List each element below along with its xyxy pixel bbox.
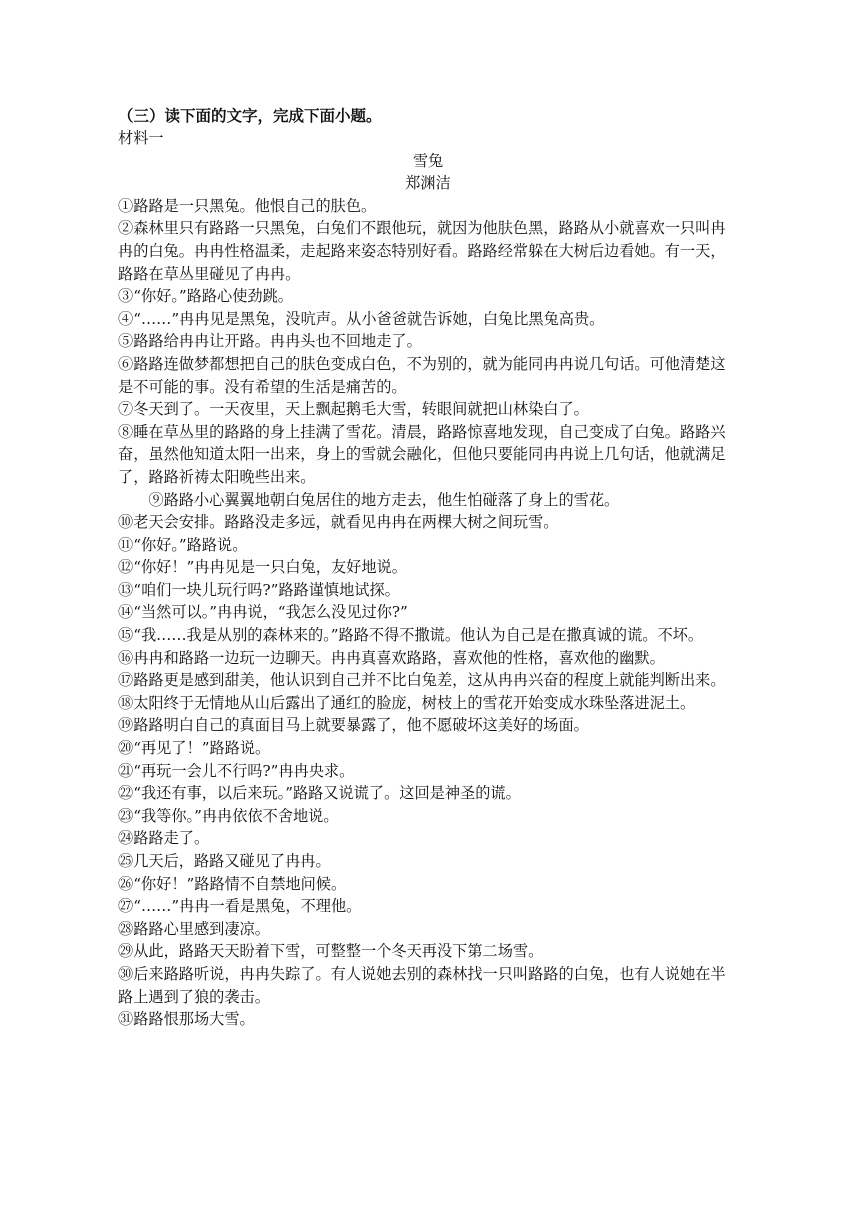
paragraph: ㉒“我还有事，以后来玩。”路路又说谎了。这回是神圣的谎。 bbox=[118, 784, 521, 803]
paragraph: ㉕几天后，路路又碰见了冉冉。 bbox=[118, 852, 331, 870]
paragraph: ⑥路路连做梦都想把自己的肤色变成白色，不为别的，就为能同冉冉说几句话。可他清楚这是不可能的事。没有希望的生活是痛苦的。 bbox=[118, 354, 726, 396]
paragraph: ⑧睡在草丛里的路路的身上挂满了雪花。清晨，路路惊喜地发现，自己变成了白兔。路路兴奋，虽然他知道太阳一出来，身上的雪就会融化，但他只要能同冉冉说上几句话，他就满足了，路路祈祷太阳晚些出来。 bbox=[118, 422, 726, 486]
paragraph: ⑰路路更是感到甜美，他认识到自己并不比白兔差，这从冉冉兴奋的程度上就能判断出来。 bbox=[118, 671, 726, 690]
paragraph: ①路路是一只黑兔。他恨自己的肤色。 bbox=[118, 196, 377, 215]
paragraph: ㉘路路心里感到凄凉。 bbox=[118, 919, 270, 938]
paragraph: ⑪“你好。”路路说。 bbox=[118, 535, 248, 554]
paragraph: ㉓“我等你。”冉冉依依不舍地说。 bbox=[118, 806, 339, 825]
paragraph: ⑩老天会安排。路路没走多远，就看见冉冉在两棵大树之间玩雪。 bbox=[118, 513, 559, 532]
section-heading: （三）读下面的文字，完成下面小题。 bbox=[118, 106, 382, 125]
paragraph: ㉙从此，路路天天盼着下雪，可整整一个冬天再没下第二场雪。 bbox=[118, 942, 544, 961]
paragraph: ②森林里只有路路一只黑兔，白兔们不跟他玩，就因为他肤色黑，路路从小就喜欢一只叫冉冉的白兔。冉冉性格温柔，走起路来姿态特别好看。路路经常躲在大树后边看她。有一天，路路在草丛里碰见了冉冉。 bbox=[118, 219, 726, 283]
paragraph: ③“你好。”路路心使劲跳。 bbox=[118, 287, 293, 306]
paragraph: ㉛路路恨那场大雪。 bbox=[118, 1010, 255, 1029]
paragraph: ㉑“再玩一会儿不行吗?”冉冉央求。 bbox=[118, 761, 355, 780]
paragraph: ⑳“再见了！”路路说。 bbox=[118, 739, 271, 758]
paragraph: ㉚后来路路听说，冉冉失踪了。有人说她去别的森林找一只叫路路的白兔，也有人说她在半路上遇到了狼的袭击。 bbox=[118, 964, 726, 1006]
paragraph: ④“……”冉冉见是黑兔，没吭声。从小爸爸就告诉她，白兔比黑兔高贵。 bbox=[118, 309, 605, 328]
document-page bbox=[118, 104, 738, 1031]
material-label: 材料一 bbox=[118, 129, 164, 147]
paragraph: ⑮“我……我是从别的森林来的。”路路不得不撒谎。他认为自己是在撒真诚的谎。不坏。 bbox=[118, 626, 704, 645]
story-body bbox=[118, 195, 738, 1031]
paragraph: ㉗“……”冉冉一看是黑兔，不理他。 bbox=[118, 897, 362, 916]
story-author: 郑渊洁 bbox=[405, 174, 451, 193]
paragraph: ㉔路路走了。 bbox=[118, 829, 210, 848]
paragraph: ⑦冬天到了。一天夜里，天上飘起鹅毛大雪，转眼间就把山林染白了。 bbox=[118, 400, 589, 419]
story-title: 雪兔 bbox=[412, 151, 444, 170]
paragraph: ⑲路路明白自己的真面目马上就要暴露了，他不愿破坏这美好的场面。 bbox=[118, 716, 589, 735]
paragraph: ⑤路路给冉冉让开路。冉冉头也不回地走了。 bbox=[118, 332, 422, 351]
paragraph: ⑨路路小心翼翼地朝白兔居住的地方走去，他生怕碰落了身上的雪花。 bbox=[148, 490, 620, 509]
paragraph: ⑫“你好！”冉冉见是一只白兔，友好地说。 bbox=[118, 558, 407, 577]
paragraph: ⑱太阳终于无情地从山后露出了通红的脸庞，树枝上的雪花开始变成水珠坠落进泥土。 bbox=[118, 693, 696, 712]
paragraph: ⑬“咱们一块儿玩行吗?”路路谨慎地试探。 bbox=[118, 580, 400, 599]
paragraph: ⑭“当然可以。”冉冉说，“我怎么没见过你?” bbox=[118, 603, 408, 622]
paragraph: ⑯冉冉和路路一边玩一边聊天。冉冉真喜欢路路，喜欢他的性格，喜欢他的幽默。 bbox=[118, 648, 665, 667]
paragraph: ㉖“你好！”路路情不自禁地问候。 bbox=[118, 874, 347, 893]
